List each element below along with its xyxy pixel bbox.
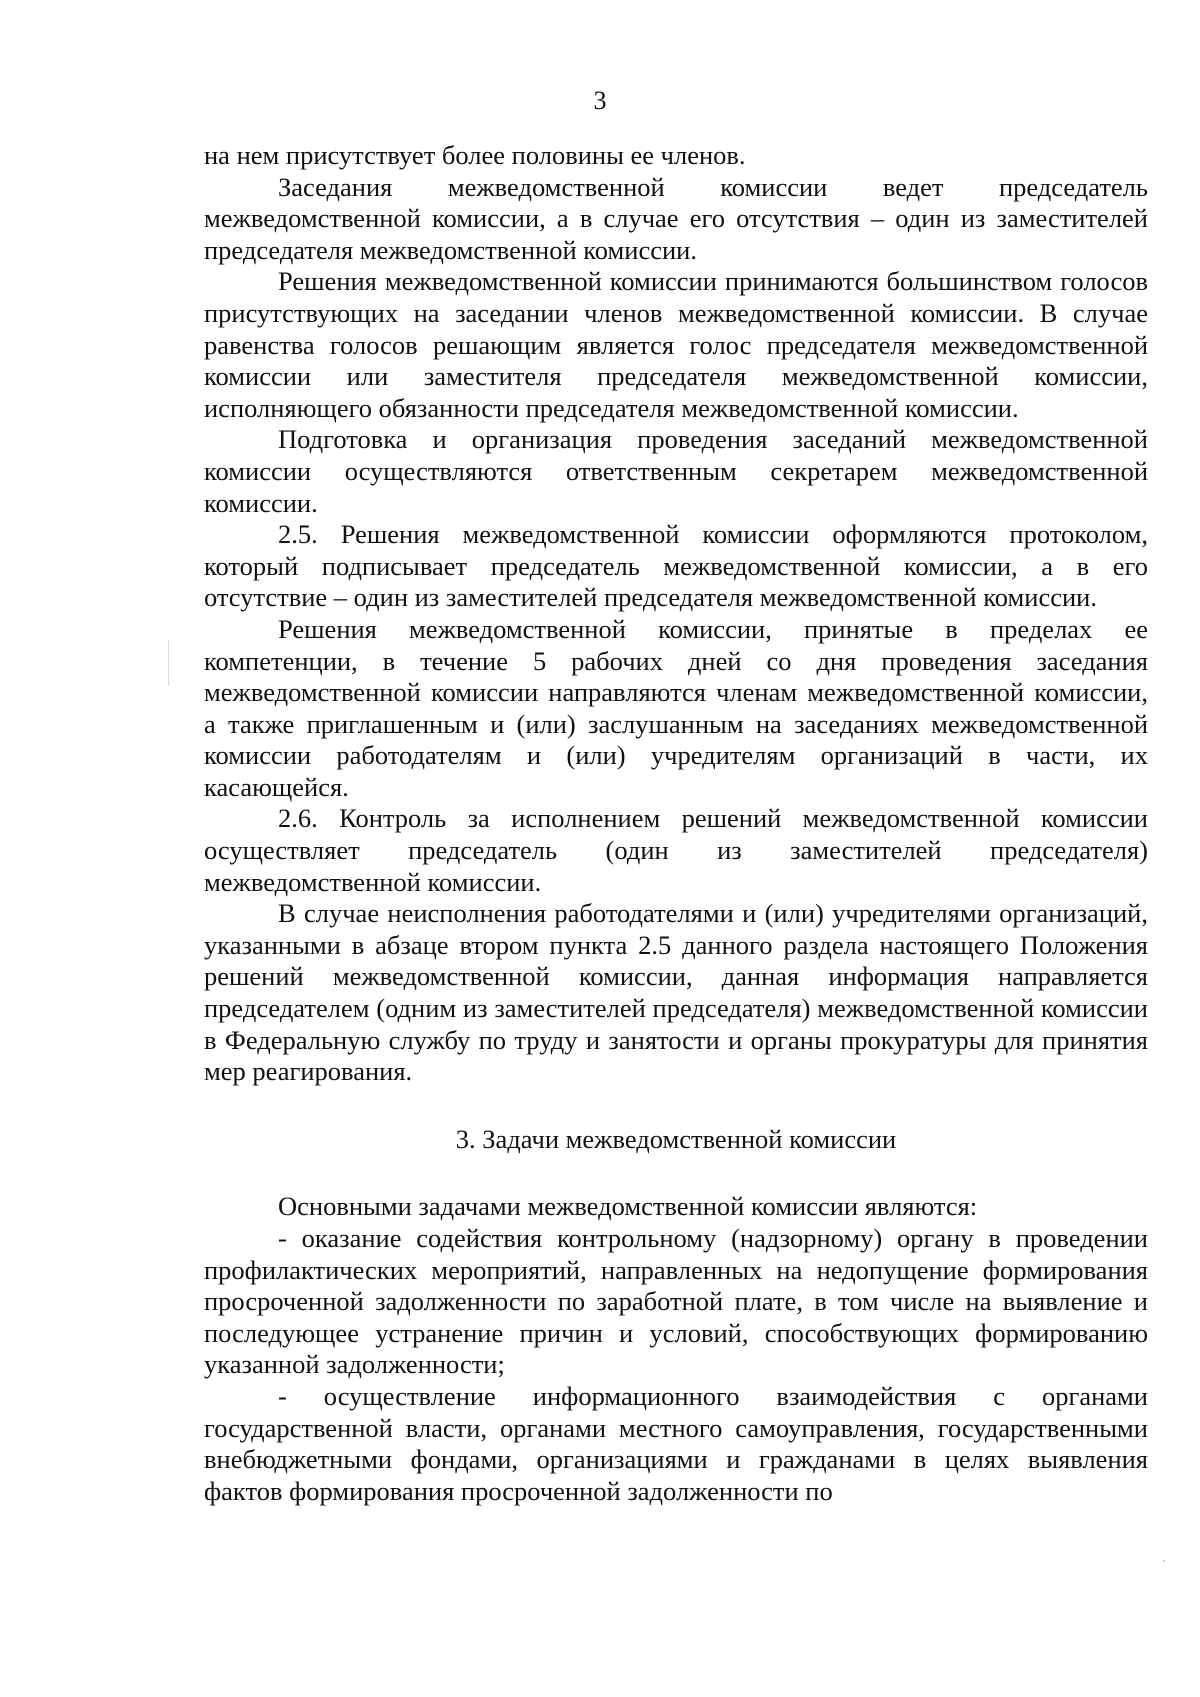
paragraph-decisions-distribution: Решения межведомственной комиссии, принятые в пределах ее компетенции, в течение 5 рабочих дней со дня проведения заседания межведомственной комиссии направляются членам межведомственной комиссии, а также приглашенным и (или) заслушанным на заседаниях межведомственной комиссии работодателям и (или) учредителям организаций в части, их касающейся. bbox=[204, 613, 1148, 802]
paragraph-meetings-chair: Заседания межведомственной комиссии ведет председатель межведомственной комиссии, а в случае его отсутствия – один из заместителей председателя межведомственной комиссии. bbox=[204, 171, 1148, 265]
document-body bbox=[204, 140, 1148, 1507]
paragraph-2-5: 2.5. Решения межведомственной комиссии оформляются протоколом, который подписывает председатель межведомственной комиссии, а в его отсутствие – один из заместителей председателя межведомственной комиссии. bbox=[204, 519, 1148, 613]
paragraph-2-6: 2.6. Контроль за исполнением решений межведомственной комиссии осуществляет председатель (один из заместителей председателя) межведомственной комиссии. bbox=[204, 803, 1148, 897]
paragraph-voting: Решения межведомственной комиссии принимаются большинством голосов присутствующих на заседании членов межведомственной комиссии. В случае равенства голосов решающим является голос председателя межведомственной комиссии или заместителя председателя межведомственной комиссии, исполняющего обязанности председателя межведомственной комиссии. bbox=[204, 266, 1148, 423]
scan-margin-mark bbox=[168, 640, 169, 686]
page-number: 3 bbox=[593, 86, 607, 115]
section-heading: 3. Задачи межведомственной комиссии bbox=[455, 1123, 897, 1154]
paragraph-preparation: Подготовка и организация проведения заседаний межведомственной комиссии осуществляются ответственным секретарем межведомственной комиссии. bbox=[204, 424, 1148, 518]
scan-dust-mark bbox=[1163, 1560, 1165, 1562]
section-intro: Основными задачами межведомственной комиссии являются: bbox=[278, 1191, 978, 1222]
paragraph-continuation: на нем присутствует более половины ее членов. bbox=[204, 140, 746, 170]
list-item: - оказание содействия контрольному (надзорному) органу в проведении профилактических мероприятий, направленных на недопущение формирования просроченной задолженности по заработной плате, в том числе на выявление и последующее устранение причин и условий, способствующих формированию указанной задолженности; bbox=[204, 1223, 1148, 1380]
paragraph-non-compliance: В случае неисполнения работодателями и (или) учредителями организаций, указанными в абзаце втором пункта 2.5 данного раздела настоящего Положения решений межведомственной комиссии, данная информация направляется председателем (одним из заместителей председателя) межведомственной комиссии в Федеральную службу по труду и занятости и органы прокуратуры для принятия мер реагирования. bbox=[204, 898, 1148, 1087]
list-item: - осуществление информационного взаимодействия с органами государственной власти, органами местного самоуправления, государственными внебюджетными фондами, организациями и гражданами в целях выявления фактов формирования просроченной задолженности по bbox=[204, 1380, 1148, 1506]
